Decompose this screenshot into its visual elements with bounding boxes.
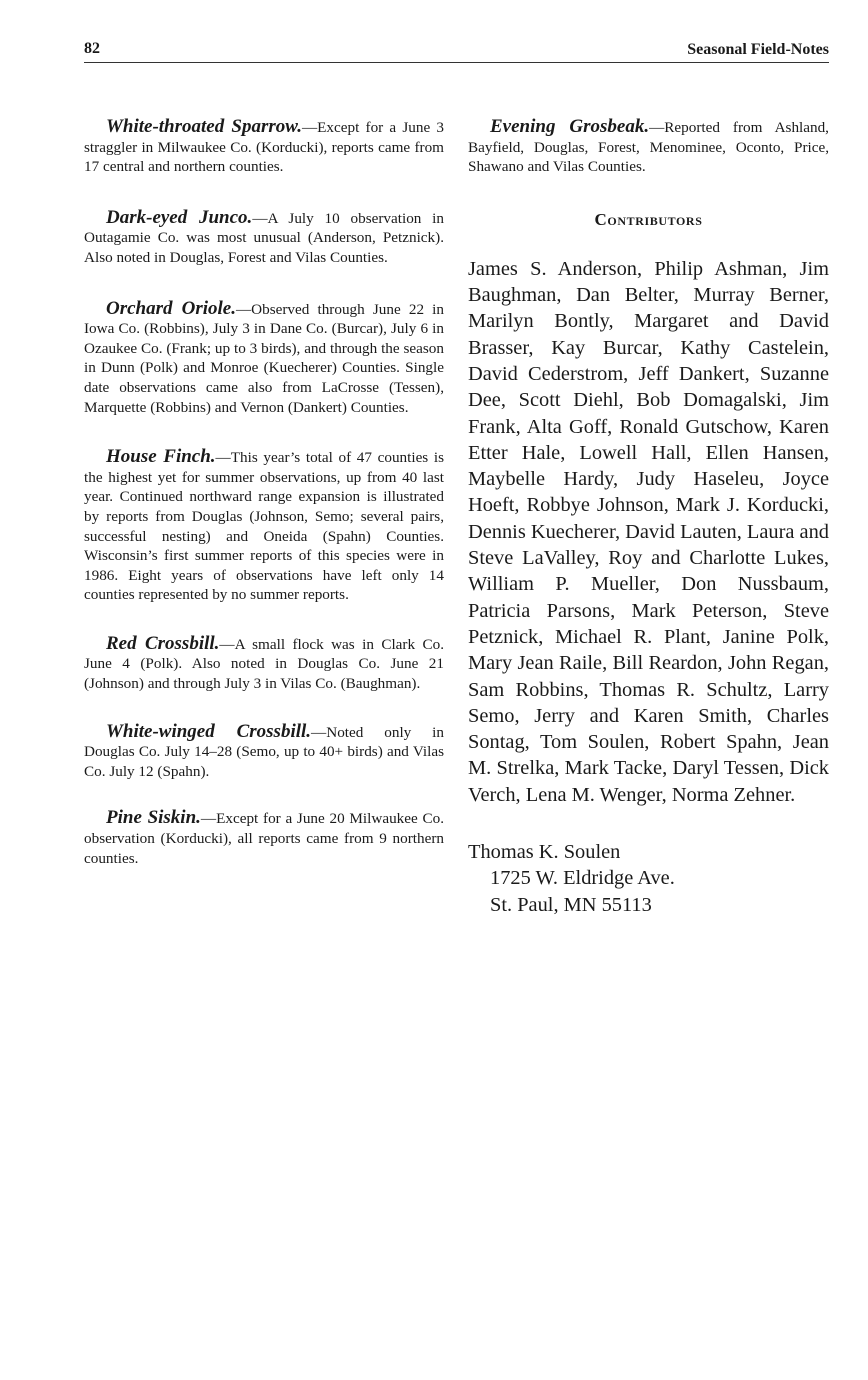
species-name: White-throated Sparrow. (106, 116, 302, 137)
species-name: White-winged Crossbill. (106, 720, 312, 742)
species-entry-dark-eyed-junco (84, 208, 444, 268)
species-entry-pine-siskin (84, 808, 444, 868)
species-entry-evening-grosbeak (468, 117, 829, 177)
species-entry-house-finch (84, 447, 444, 605)
species-notes: —Except for a June 20 Milwaukee Co. observation (Korducki), all reports came from 9 northern counties. (84, 810, 444, 867)
species-notes: —Reported from Ashland, Bayfield, Douglas, Forest, Menominee, Oconto, Price, Shawano and Vilas Counties. (468, 119, 829, 176)
author-address (468, 839, 829, 918)
species-notes: —A small flock was in Clark Co. June 4 (Polk). Also noted in Douglas Co. June 21 (Johnson) and through July 3 in Vilas Co. (Baughman). (84, 635, 444, 693)
species-notes: —A July 10 observation in Outagamie Co. was most unusual (Anderson, Petznick). Also noted in Douglas, Forest and Vilas Counties. (84, 209, 444, 266)
author-city: St. Paul, MN 55113 (490, 893, 652, 916)
species-name: Evening Grosbeak. (490, 116, 650, 137)
species-name: House Finch. (106, 446, 216, 468)
right-column (468, 117, 829, 918)
species-entry-red-crossbill (84, 634, 444, 694)
left-column (84, 117, 444, 868)
page-number: 82 (84, 40, 100, 57)
species-name: Orchard Oriole. (106, 297, 236, 319)
species-name: Red Crossbill. (106, 632, 220, 654)
contributors-heading: Contributors (594, 209, 703, 229)
running-title: Seasonal Field-Notes (687, 41, 829, 58)
page-header (84, 40, 829, 63)
species-notes: —Observed through June 22 in Iowa Co. (Robbins), July 3 in Dane Co. (Burcar), July 6 in Ozaukee Co. (Frank; up to 3 birds), and through the season in Dunn (Polk) and Monroe (Kuecherer) Counties. Single date observations came also from LaCrosse (Tessen), Marquette (Robbins) and Vernon (Dankert) Counties. (84, 300, 444, 416)
species-notes: —This year’s total of 47 counties is the highest yet for summer observations, up from 40 last year. Continued northward range expansion is illustrated by reports from Douglas (Johnson, Semo; several pairs, successful nesting) and Oneida (Spahn) Counties. Wisconsin’s first summer reports of this species were in 1986. Eight years of observations have left only 14 counties represented by no summer reports. (84, 449, 444, 604)
species-entry-orchard-oriole (84, 299, 444, 418)
contributors-list: James S. Anderson, Philip Ashman, Jim Baughman, Dan Belter, Murray Berner, Marilyn Bontly, Margaret and David Brasser, Kay Burcar, Kathy Castelein, David Cederstrom, Jeff Dankert, Suzanne Dee, Scott Diehl, Bob Domagalski, Jim Frank, Alta Goff, Ronald Gutschow, Karen Etter Hale, Lowell Hall, Ellen Hansen, Maybelle Hardy, Judy Haseleu, Joyce Hoeft, Robbye Johnson, Mark J. Korducki, Dennis Kuecherer, David Lauten, Laura and Steve LaValley, Roy and Charlotte Lukes, William P. Mueller, Don Nussbaum, Patricia Parsons, Mark Peterson, Steve Petznick, Michael R. Plant, Janine Polk, Mary Jean Raile, Bill Reardon, John Regan, Sam Robbins, Thomas R. Schultz, Larry Semo, Jerry and Karen Smith, Charles Sontag, Tom Soulen, Robert Spahn, Jean M. Strelka, Mark Tacke, Daryl Tessen, Dick Verch, Lena M. Wenger, Norma Zehner. (468, 257, 829, 806)
author-street: 1725 W. Eldridge Ave. (490, 867, 675, 890)
species-name: Pine Siskin. (106, 807, 201, 829)
species-notes: —Except for a June 3 straggler in Milwaukee Co. (Korducki), reports came from 17 central and northern counties. (84, 119, 444, 176)
species-name: Dark-eyed Junco. (106, 206, 253, 228)
author-name: Thomas K. Soulen (468, 841, 621, 864)
species-entry-white-throated-sparrow (84, 117, 444, 177)
species-notes: —Noted only in Douglas Co. July 14–28 (Semo, up to 40+ birds) and Vilas Co. July 12 (Spahn). (84, 723, 444, 780)
species-entry-white-winged-crossbill (84, 722, 444, 782)
